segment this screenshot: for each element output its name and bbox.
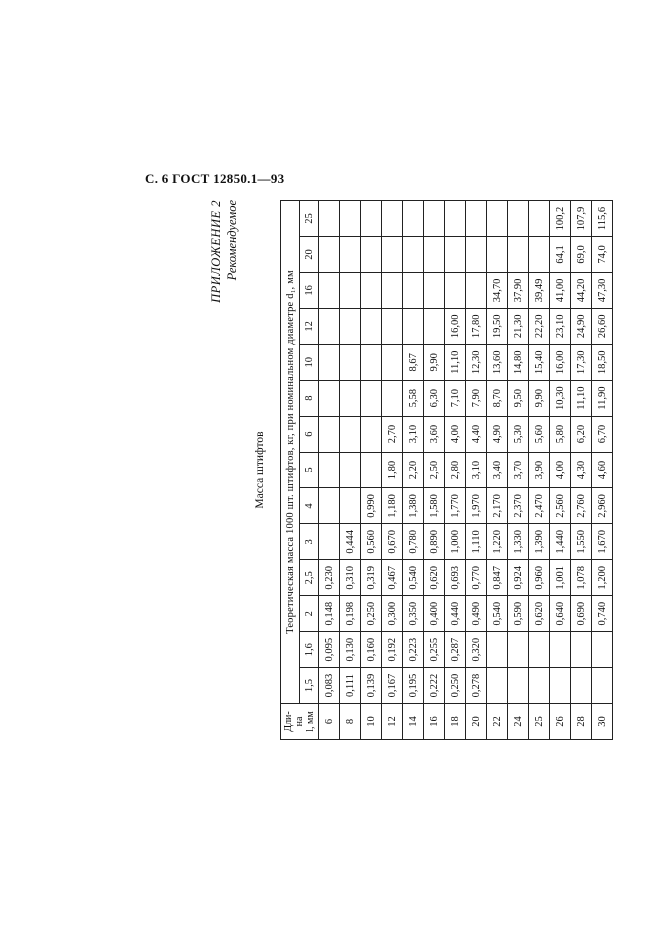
mass-cell: 5,60	[529, 416, 550, 452]
mass-cell: 0,540	[487, 596, 508, 632]
mass-cell: 1,770	[445, 488, 466, 524]
table-row	[424, 201, 445, 740]
diameter-header-cell: 20	[300, 237, 319, 273]
table-title: Масса штифтов	[254, 431, 266, 509]
mass-cell: 0,300	[382, 596, 403, 632]
mass-cell: 2,80	[445, 452, 466, 488]
mass-cell: 1,110	[466, 524, 487, 560]
length-cell: 10	[361, 704, 382, 740]
mass-cell: 1,580	[424, 488, 445, 524]
mass-cell	[529, 201, 550, 237]
mass-cell: 12,30	[466, 344, 487, 380]
mass-cell: 0,467	[382, 560, 403, 596]
mass-cell: 0,780	[403, 524, 424, 560]
mass-cell	[382, 308, 403, 344]
mass-cell: 0,255	[424, 632, 445, 668]
mass-cell	[340, 308, 361, 344]
mass-cell	[571, 632, 592, 668]
mass-cell	[340, 272, 361, 308]
length-cell: 8	[340, 704, 361, 740]
mass-cell: 22,20	[529, 308, 550, 344]
length-cell: 30	[592, 704, 613, 740]
mass-cell	[319, 308, 340, 344]
mass-cell: 39,49	[529, 272, 550, 308]
mass-cell: 1,330	[508, 524, 529, 560]
mass-cell: 0,310	[340, 560, 361, 596]
mass-cell	[382, 272, 403, 308]
mass-cell	[361, 416, 382, 452]
mass-cell	[424, 201, 445, 237]
mass-cell: 44,20	[571, 272, 592, 308]
mass-cell	[361, 201, 382, 237]
mass-cell: 115,6	[592, 201, 613, 237]
mass-cell: 0,095	[319, 632, 340, 668]
mass-cell: 0,590	[508, 596, 529, 632]
mass-cell: 2,20	[403, 452, 424, 488]
mass-cell: 0,319	[361, 560, 382, 596]
mass-cell	[361, 237, 382, 273]
length-cell: 25	[529, 704, 550, 740]
mass-cell	[382, 380, 403, 416]
length-cell: 22	[487, 704, 508, 740]
table-header-row	[281, 201, 300, 740]
mass-cell	[319, 272, 340, 308]
diameter-header-cell: 10	[300, 344, 319, 380]
diameter-header-cell: 4	[300, 488, 319, 524]
mass-cell: 0,960	[529, 560, 550, 596]
mass-cell: 0,250	[361, 596, 382, 632]
mass-cell: 3,10	[403, 416, 424, 452]
length-cell: 14	[403, 704, 424, 740]
mass-cell	[508, 668, 529, 704]
mass-cell: 107,9	[571, 201, 592, 237]
table-row	[571, 201, 592, 740]
mass-cell: 0,230	[319, 560, 340, 596]
mass-cell	[529, 632, 550, 668]
length-cell: 18	[445, 704, 466, 740]
mass-cell: 2,470	[529, 488, 550, 524]
mass-cell: 0,195	[403, 668, 424, 704]
mass-cell	[340, 380, 361, 416]
mass-cell: 0,350	[403, 596, 424, 632]
mass-cell	[319, 344, 340, 380]
page-header: С. 6 ГОСТ 12850.1—93	[145, 171, 285, 186]
mass-cell	[424, 272, 445, 308]
mass-cell: 0,192	[382, 632, 403, 668]
table-row	[340, 201, 361, 740]
mass-cell: 0,278	[466, 668, 487, 704]
mass-cell: 17,30	[571, 344, 592, 380]
mass-cell	[403, 237, 424, 273]
mass-cell: 0,620	[529, 596, 550, 632]
mass-cell: 0,847	[487, 560, 508, 596]
mass-cell: 3,40	[487, 452, 508, 488]
mass-cell	[466, 201, 487, 237]
mass-cell	[340, 416, 361, 452]
mass-cell: 4,60	[592, 452, 613, 488]
diameter-header-cell: 2	[300, 596, 319, 632]
length-cell: 16	[424, 704, 445, 740]
mass-cell: 2,560	[550, 488, 571, 524]
mass-cell	[487, 632, 508, 668]
mass-cell: 1,200	[592, 560, 613, 596]
mass-cell: 0,222	[424, 668, 445, 704]
mass-cell: 4,00	[445, 416, 466, 452]
mass-cell	[319, 488, 340, 524]
length-cell: 26	[550, 704, 571, 740]
mass-cell	[340, 452, 361, 488]
table-row	[529, 201, 550, 740]
mass-cell: 11,10	[571, 380, 592, 416]
table-body	[319, 201, 613, 740]
diameter-header-cell: 8	[300, 380, 319, 416]
mass-cell: 0,770	[466, 560, 487, 596]
mass-cell: 7,10	[445, 380, 466, 416]
mass-cell: 3,60	[424, 416, 445, 452]
mass-cell: 14,80	[508, 344, 529, 380]
mass-cell: 0,287	[445, 632, 466, 668]
length-cell: 20	[466, 704, 487, 740]
mass-cell: 2,170	[487, 488, 508, 524]
mass-cell: 0,130	[340, 632, 361, 668]
mass-cell	[382, 201, 403, 237]
mass-cell: 6,30	[424, 380, 445, 416]
appendix-subtitle: Рекомендуемое	[225, 200, 239, 281]
mass-cell	[319, 201, 340, 237]
mass-cell: 47,30	[592, 272, 613, 308]
diameter-header-cell: 12	[300, 308, 319, 344]
mass-cell: 1,000	[445, 524, 466, 560]
mass-cell: 1,390	[529, 524, 550, 560]
mass-cell: 1,380	[403, 488, 424, 524]
mass-cell: 0,320	[466, 632, 487, 668]
diameter-header-cell: 6	[300, 416, 319, 452]
mass-cell	[508, 237, 529, 273]
rotated-content	[208, 200, 608, 740]
mass-cell: 0,167	[382, 668, 403, 704]
mass-cell: 1,970	[466, 488, 487, 524]
length-cell: 24	[508, 704, 529, 740]
mass-cell: 64,1	[550, 237, 571, 273]
diameter-header-cell: 5	[300, 452, 319, 488]
mass-cell: 0,990	[361, 488, 382, 524]
mass-cell: 3,90	[529, 452, 550, 488]
mass-cell	[319, 237, 340, 273]
mass-cell	[550, 668, 571, 704]
mass-cell	[424, 237, 445, 273]
mass-cell	[508, 201, 529, 237]
mass-cell: 1,220	[487, 524, 508, 560]
mass-cell	[361, 344, 382, 380]
mass-cell: 0,693	[445, 560, 466, 596]
pin-mass-table	[280, 200, 613, 740]
mass-cell: 37,90	[508, 272, 529, 308]
mass-group-header: Теоретическая масса 1000 шт. штифтов, кг, при номинальном диаметре d₁, мм	[281, 201, 300, 704]
mass-cell: 17,80	[466, 308, 487, 344]
diameter-header-cell: 16	[300, 272, 319, 308]
table-row	[445, 201, 466, 740]
mass-cell	[403, 201, 424, 237]
mass-cell: 1,550	[571, 524, 592, 560]
mass-cell: 1,670	[592, 524, 613, 560]
mass-cell: 23,10	[550, 308, 571, 344]
mass-cell: 0,160	[361, 632, 382, 668]
mass-cell: 0,540	[403, 560, 424, 596]
mass-cell	[424, 308, 445, 344]
mass-cell: 8,67	[403, 344, 424, 380]
mass-cell: 0,490	[466, 596, 487, 632]
mass-cell: 74,0	[592, 237, 613, 273]
table-row	[592, 201, 613, 740]
mass-cell: 0,223	[403, 632, 424, 668]
mass-cell: 9,90	[529, 380, 550, 416]
mass-cell	[361, 380, 382, 416]
mass-cell: 0,083	[319, 668, 340, 704]
mass-cell: 11,10	[445, 344, 466, 380]
diameter-header-cell: 2,5	[300, 560, 319, 596]
mass-cell	[550, 632, 571, 668]
mass-cell: 4,00	[550, 452, 571, 488]
mass-cell: 0,111	[340, 668, 361, 704]
mass-cell	[340, 344, 361, 380]
table-row	[403, 201, 424, 740]
mass-cell	[403, 272, 424, 308]
mass-cell: 0,440	[445, 596, 466, 632]
mass-cell: 8,70	[487, 380, 508, 416]
table-row	[550, 201, 571, 740]
mass-cell: 16,00	[445, 308, 466, 344]
mass-cell: 4,30	[571, 452, 592, 488]
mass-cell	[508, 632, 529, 668]
mass-cell: 18,50	[592, 344, 613, 380]
mass-cell: 0,444	[340, 524, 361, 560]
diameter-header-cell: 1,5	[300, 668, 319, 704]
length-cell: 12	[382, 704, 403, 740]
mass-cell: 26,60	[592, 308, 613, 344]
mass-cell	[361, 272, 382, 308]
mass-cell: 0,740	[592, 596, 613, 632]
mass-cell: 69,0	[571, 237, 592, 273]
mass-cell: 15,40	[529, 344, 550, 380]
mass-cell: 2,960	[592, 488, 613, 524]
mass-cell: 0,924	[508, 560, 529, 596]
mass-cell: 100,2	[550, 201, 571, 237]
mass-cell: 0,250	[445, 668, 466, 704]
mass-cell: 0,198	[340, 596, 361, 632]
diameter-header-cell: 3	[300, 524, 319, 560]
mass-cell	[319, 524, 340, 560]
mass-cell: 7,90	[466, 380, 487, 416]
mass-cell	[592, 668, 613, 704]
mass-cell: 6,20	[571, 416, 592, 452]
mass-cell	[361, 452, 382, 488]
mass-cell	[340, 201, 361, 237]
table-row	[466, 201, 487, 740]
table-row	[319, 201, 340, 740]
mass-cell	[319, 416, 340, 452]
mass-cell: 5,30	[508, 416, 529, 452]
mass-cell: 0,640	[550, 596, 571, 632]
mass-cell	[445, 237, 466, 273]
mass-cell: 0,670	[382, 524, 403, 560]
mass-cell	[382, 344, 403, 380]
mass-cell: 1,001	[550, 560, 571, 596]
mass-cell	[571, 668, 592, 704]
mass-cell	[466, 237, 487, 273]
mass-cell: 1,078	[571, 560, 592, 596]
appendix-label	[208, 200, 248, 740]
mass-cell: 13,60	[487, 344, 508, 380]
length-header: Дли- на l, мм	[281, 704, 319, 740]
mass-cell	[445, 272, 466, 308]
mass-cell: 2,50	[424, 452, 445, 488]
mass-cell: 2,70	[382, 416, 403, 452]
mass-cell: 4,40	[466, 416, 487, 452]
mass-cell	[319, 452, 340, 488]
diameter-header-cell: 1,6	[300, 632, 319, 668]
table-row	[382, 201, 403, 740]
mass-cell: 1,440	[550, 524, 571, 560]
mass-cell: 41,00	[550, 272, 571, 308]
mass-cell	[445, 201, 466, 237]
mass-cell	[487, 237, 508, 273]
mass-cell	[592, 632, 613, 668]
mass-cell: 19,50	[487, 308, 508, 344]
mass-cell	[361, 308, 382, 344]
mass-cell: 3,10	[466, 452, 487, 488]
mass-cell: 0,139	[361, 668, 382, 704]
mass-cell: 2,760	[571, 488, 592, 524]
mass-cell: 10,30	[550, 380, 571, 416]
mass-cell: 24,90	[571, 308, 592, 344]
mass-cell: 5,80	[550, 416, 571, 452]
diameter-header-row	[300, 201, 319, 740]
mass-cell: 0,890	[424, 524, 445, 560]
mass-cell	[340, 237, 361, 273]
mass-cell	[466, 272, 487, 308]
mass-cell: 1,180	[382, 488, 403, 524]
mass-cell	[382, 237, 403, 273]
table-row	[487, 201, 508, 740]
mass-cell: 0,400	[424, 596, 445, 632]
mass-cell: 2,370	[508, 488, 529, 524]
mass-cell: 16,00	[550, 344, 571, 380]
mass-cell	[403, 308, 424, 344]
length-cell: 6	[319, 704, 340, 740]
mass-cell	[487, 668, 508, 704]
mass-cell: 0,560	[361, 524, 382, 560]
mass-cell: 0,690	[571, 596, 592, 632]
table-row	[508, 201, 529, 740]
length-cell: 28	[571, 704, 592, 740]
mass-cell	[319, 380, 340, 416]
mass-cell	[529, 237, 550, 273]
mass-cell: 9,50	[508, 380, 529, 416]
mass-cell: 5,58	[403, 380, 424, 416]
mass-cell: 21,30	[508, 308, 529, 344]
mass-cell: 4,90	[487, 416, 508, 452]
mass-cell	[529, 668, 550, 704]
mass-cell: 34,70	[487, 272, 508, 308]
table-row	[361, 201, 382, 740]
mass-cell: 1,80	[382, 452, 403, 488]
appendix-title: ПРИЛОЖЕНИЕ 2	[209, 200, 223, 303]
mass-cell: 11,90	[592, 380, 613, 416]
diameter-header-cell: 25	[300, 201, 319, 237]
mass-cell: 0,148	[319, 596, 340, 632]
mass-cell: 0,620	[424, 560, 445, 596]
mass-cell	[487, 201, 508, 237]
mass-cell: 9,90	[424, 344, 445, 380]
mass-cell: 3,70	[508, 452, 529, 488]
mass-cell: 6,70	[592, 416, 613, 452]
mass-cell	[340, 488, 361, 524]
